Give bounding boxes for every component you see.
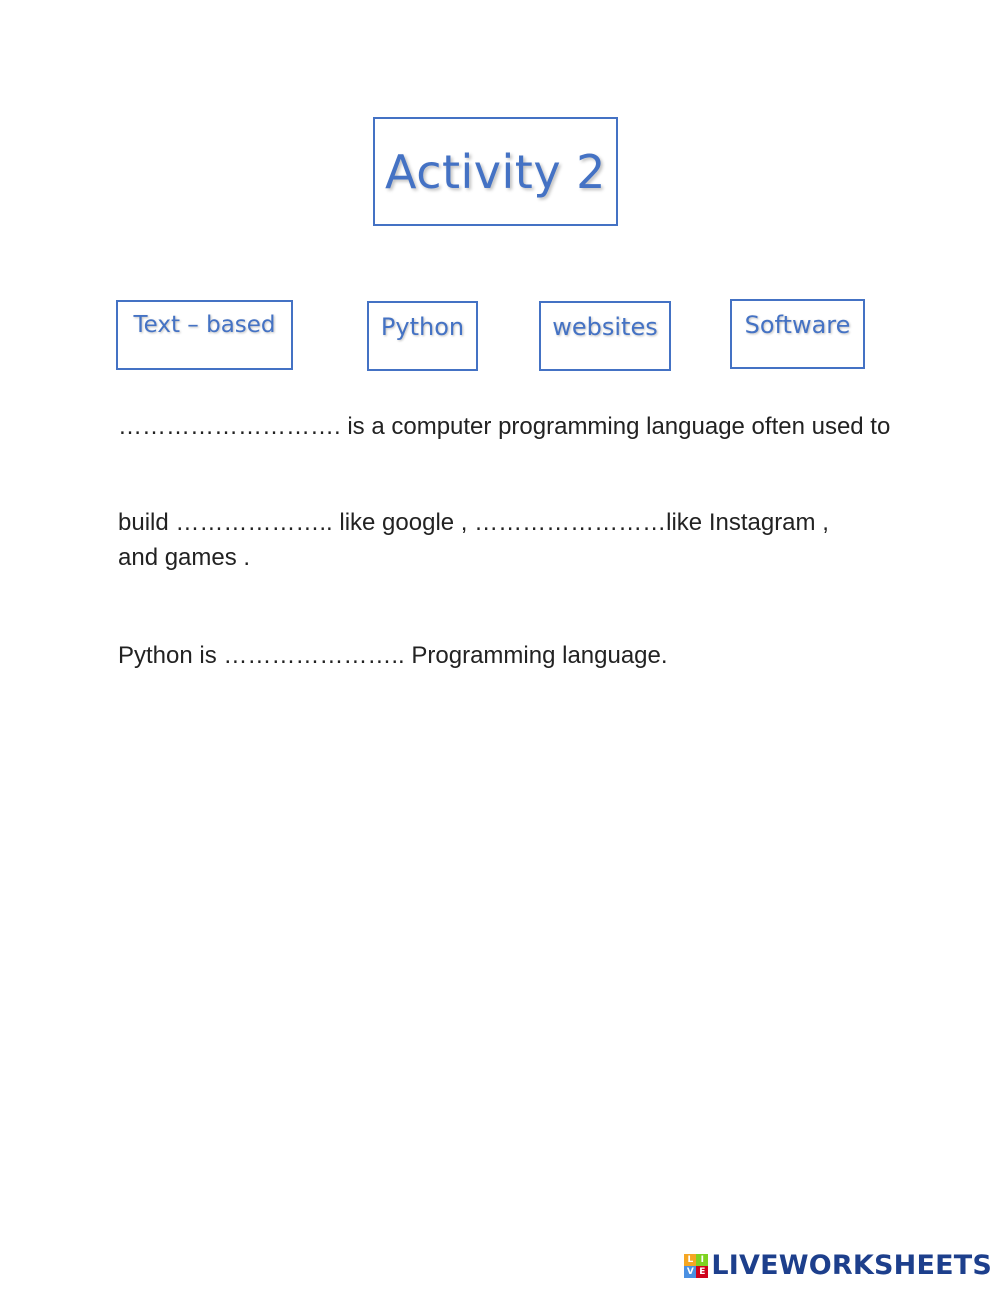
sentence-line-1: ………………………. is a computer programming language often used to <box>118 413 891 440</box>
sentence-line-4: Python is ………………….. Programming language. <box>118 642 668 669</box>
word-bank-item-python[interactable] <box>367 301 478 371</box>
logo-mark-letter: V <box>684 1266 696 1278</box>
logo-mark-letter: I <box>696 1254 708 1266</box>
activity-title-box <box>373 117 618 226</box>
liveworksheets-logo-icon <box>684 1254 708 1278</box>
word-bank-item-software[interactable] <box>730 299 865 369</box>
sentence-line-3: and games . <box>118 544 251 571</box>
word-bank-label: Text – based <box>133 312 276 338</box>
activity-title: Activity 2 <box>385 144 606 199</box>
word-bank-label: Software <box>744 311 851 339</box>
word-bank-label: websites <box>552 313 658 341</box>
word-bank-item-websites[interactable] <box>539 301 671 371</box>
word-bank-item-text-based[interactable] <box>116 300 293 370</box>
word-bank-label: Python <box>380 313 465 341</box>
sentence-line-2: build ……………….. like google , ……………………like Instagram , <box>118 509 829 536</box>
logo-mark-letter: E <box>696 1266 708 1278</box>
logo-mark-letter: L <box>684 1254 696 1266</box>
liveworksheets-logo-text: LIVEWORKSHEETS <box>711 1250 992 1281</box>
liveworksheets-logo <box>684 1250 992 1281</box>
